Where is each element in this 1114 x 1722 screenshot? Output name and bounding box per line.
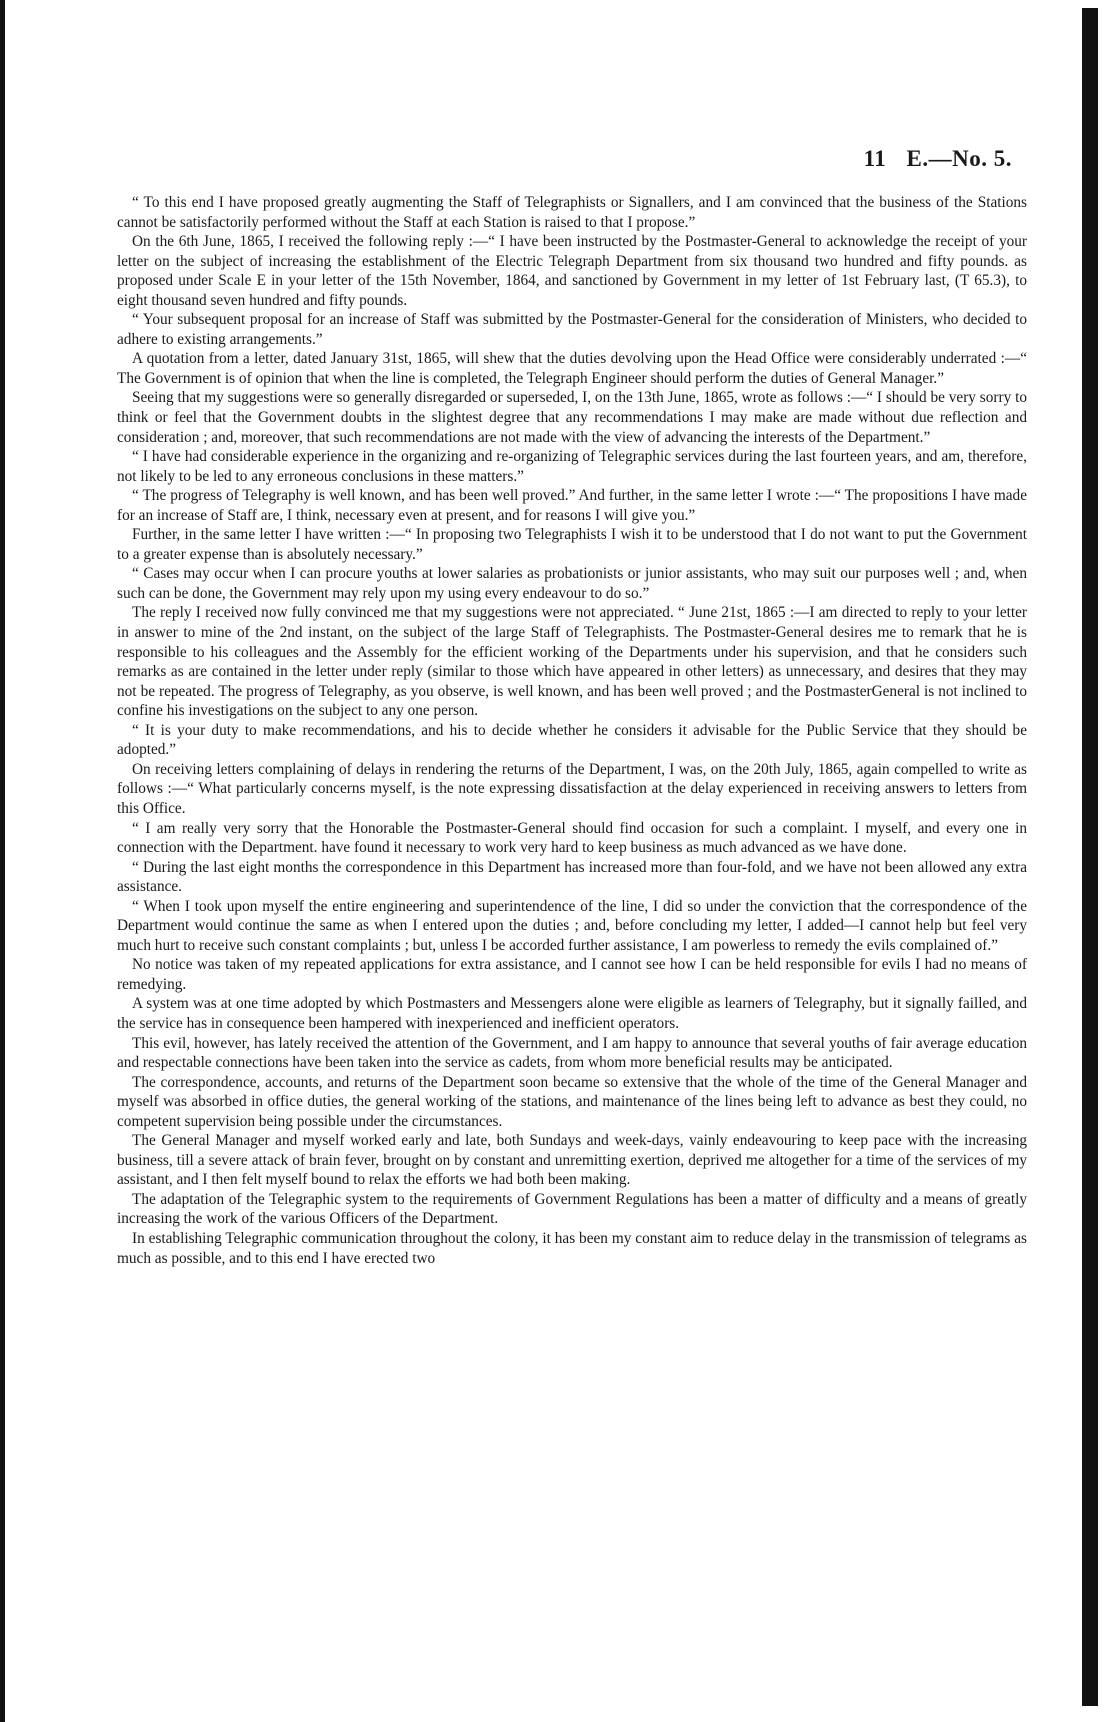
scan-edge-right	[1082, 8, 1098, 1706]
paragraph: “ To this end I have proposed greatly augmenting the Staff of Telegraphists or Signallers, and I am convinced that the business of the Stations cannot be satisfactorily performed without the Staff at each Station is raised to that I propose.”	[117, 194, 1027, 231]
scan-edge-left	[0, 0, 5, 1722]
paragraph: Seeing that my suggestions were so generally disregarded or superseded, I, on the 13th June, 1865, wrote as follows :—“ I should be very sorry to think or feel that the Government doubts in the slightest degree that any recommendations I may make are made without due reflection and consideration ; and, moreover, that such recommendations are not made with the view of advancing the interests of the Department.”	[117, 389, 1027, 446]
paragraph: “ When I took upon myself the entire engineering and superintendence of the line, I did so under the conviction that the correspondence of the Department would continue the same as when I entered upon the duties ; and, before concluding my letter, I added—I cannot help but feel very much hurt to receive such constant complaints ; but, unless I be accorded further assistance, I am powerless to remedy the evils complained of.”	[117, 897, 1027, 954]
paragraph: In establishing Telegraphic communication throughout the colony, it has been my constant aim to reduce delay in the transmission of telegrams as much as possible, and to this end I have erected two	[117, 1229, 1027, 1267]
paragraph: The reply I received now fully convinced me that my suggestions were not appreciated. “ June 21st, 1865 :—I am directed to reply to your letter in answer to mine of the 2nd instant, on the subject of the large Staff of Telegraphists. The Postmaster-General desires me to remark that he is responsible to his colleagues and the Assembly for the efficient working of the Departments under his supervision, and that he considers such remarks as are contained in the letter under reply (similar to those which have appeared in other letters) as unnecessary, and desires that they may not be repeated. The progress of Telegraphy, as you observe, is well known, and has been well proved ; and the PostmasterGeneral is not inclined to confine his investigations on the subject to any one person.	[117, 604, 1027, 720]
paragraph: The correspondence, accounts, and returns of the Department soon became so extensive that the whole of the time of the General Manager and myself was absorbed in office duties, the general working of the stations, and maintenance of the lines being left to advance as best they could, no competent supervision being possible under the circumstances.	[117, 1073, 1027, 1130]
paragraph: “ I have had considerable experience in the organizing and re-organizing of Telegraphic services during the last fourteen years, and am, therefore, not likely to be led to any erroneous conclusions in these matters.”	[117, 448, 1027, 485]
paragraph: “ Your subsequent proposal for an increase of Staff was submitted by the Postmaster-General for the consideration of Ministers, who decided to adhere to existing arrangements.”	[117, 311, 1027, 348]
paragraph: “ The progress of Telegraphy is well known, and has been well proved.” And further, in the same letter I wrote :—“ The propositions I have made for an increase of Staff are, I think, necessary even at present, and for reasons I will give you.”	[117, 487, 1027, 524]
document-body	[117, 193, 1027, 1268]
paragraph: The adaptation of the Telegraphic system to the requirements of Government Regulations has been a matter of difficulty and a means of greatly increasing the work of the various Officers of the Department.	[117, 1190, 1027, 1228]
page-number: 11	[863, 146, 887, 171]
paragraph: On the 6th June, 1865, I received the following reply :—“ I have been instructed by the Postmaster-General to acknowledge the receipt of your letter on the subject of increasing the establishment of the Electric Telegraph Department from six thousand two hundred and fifty pounds. as proposed under Scale E in your letter of the 15th November, 1864, and sanctioned by Government in my letter of 1st February last, (T 65.3), to eight thousand seven hundred and fifty pounds.	[117, 233, 1027, 309]
paragraph: The General Manager and myself worked early and late, both Sundays and week-days, vainly endeavouring to keep pace with the increasing business, till a severe attack of brain fever, brought on by constant and unremitting exertion, deprived me altogether for a time of the services of my assistant, and I then felt myself bound to relax the efforts we had both been making.	[117, 1132, 1027, 1189]
paragraph: “ It is your duty to make recommendations, and his to decide whether he considers it advisable for the Public Service that they should be adopted.”	[117, 721, 1027, 759]
paragraph: “ I am really very sorry that the Honorable the Postmaster-General should find occasion for such a complaint. I myself, and every one in connection with the Department. have found it necessary to work very hard to keep business as much advanced as we have done.	[117, 819, 1027, 857]
paragraph: A system was at one time adopted by which Postmasters and Messengers alone were eligible as learners of Telegraphy, but it signally failled, and the service has in consequence been hampered with inexperienced and inefficient operators.	[117, 995, 1027, 1032]
paragraph: “ During the last eight months the correspondence in this Department has increased more than four-fold, and we have not been allowed any extra assistance.	[117, 858, 1027, 896]
paragraph: Further, in the same letter I have written :—“ In proposing two Telegraphists I wish it to be understood that I do not want to put the Government to a greater expense than is absolutely necessary.”	[117, 526, 1027, 563]
paragraph: “ Cases may occur when I can procure youths at lower salaries as probationists or junior assistants, who may suit our purposes well ; and, when such can be done, the Government may rely upon my using every endeavour to do so.”	[117, 565, 1027, 602]
paragraph: On receiving letters complaining of delays in rendering the returns of the Department, I was, on the 20th July, 1865, again compelled to write as follows :—“ What particularly concerns myself, is the note expressing dissatisfaction at the delay experienced in receiving answers to letters from this Office.	[117, 760, 1027, 817]
paragraph: No notice was taken of my repeated applications for extra assistance, and I cannot see how I can be held responsible for evils I had no means of remedying.	[117, 956, 1027, 993]
page-header	[864, 146, 1012, 172]
paragraph: This evil, however, has lately received the attention of the Government, and I am happy to announce that several youths of fair average education and respectable connections have been taken into the service as cadets, from whom more beneficial results may be anticipated.	[117, 1034, 1027, 1072]
paragraph: A quotation from a letter, dated January 31st, 1865, will shew that the duties devolving upon the Head Office were considerably underrated :—“ The Government is of opinion that when the line is completed, the Telegraph Engineer should perform the duties of General Manager.”	[117, 350, 1027, 387]
document-reference: E.—No. 5.	[906, 146, 1012, 171]
